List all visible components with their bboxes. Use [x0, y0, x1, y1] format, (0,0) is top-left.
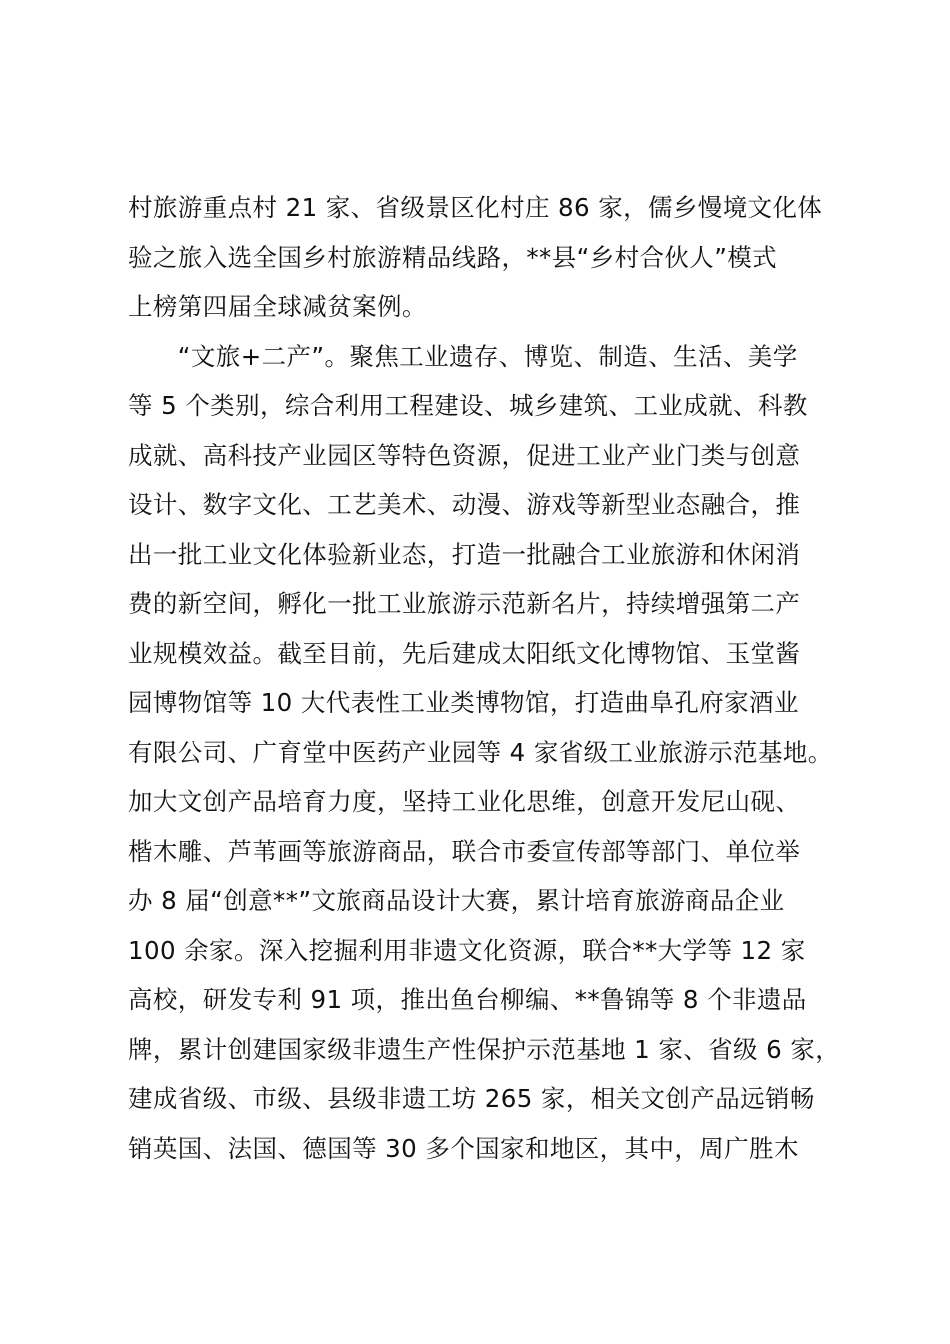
body-text — [128, 183, 841, 1173]
text-line: 100 余家。深入挖掘利用非遗文化资源，联合**大学等 12 家 — [128, 935, 806, 965]
text-line: 办 8 届“创意**”文旅商品设计大赛，累计培育旅游商品企业 — [128, 886, 785, 915]
text-line: 设计、数字文化、工艺美术、动漫、游戏等新型业态融合，推 — [128, 490, 801, 519]
text-line: 等 5 个类别，综合利用工程建设、城乡建筑、工业成就、科教 — [128, 391, 808, 420]
text-line: 上榜第四届全球减贫案例。 — [128, 292, 427, 321]
text-line: 验之旅入选全国乡村旅游精品线路，**县“乡村合伙人”模式 — [128, 242, 778, 272]
text-line: 费的新空间，孵化一批工业旅游示范新名片，持续增强第二产 — [128, 589, 801, 618]
text-line: 加大文创产品培育力度，坚持工业化思维，创意开发尼山砚、 — [128, 787, 801, 816]
text-line: 建成省级、市级、县级非遗工坊 265 家，相关文创产品远销畅 — [128, 1084, 815, 1113]
text-line: 高校，研发专利 91 项，推出鱼台柳编、**鲁锦等 8 个非遗品 — [128, 985, 807, 1014]
text-line: 楷木雕、芦苇画等旅游商品，联合市委宣传部等部门、单位举 — [128, 836, 801, 866]
text-line: 销英国、法国、德国等 30 多个国家和地区，其中，周广胜木 — [128, 1133, 799, 1163]
text-line: 村旅游重点村 21 家、省级景区化村庄 86 家，儒乡慢境文化体 — [128, 193, 823, 222]
text-line: 业规模效益。截至目前，先后建成太阳纸文化博物馆、玉堂酱 — [128, 638, 801, 668]
text-line: 牌，累计创建国家级非遗生产性保护示范基地 1 家、省级 6 家， — [128, 1034, 841, 1064]
paragraph-heading-line: “文旅+二产”。聚焦工业遗存、博览、制造、生活、美学 — [128, 341, 798, 371]
text-line: 成就、高科技产业园区等特色资源，促进工业产业门类与创意 — [128, 440, 801, 470]
text-line: 园博物馆等 10 大代表性工业类博物馆，打造曲阜孔府家酒业 — [128, 688, 799, 717]
text-line: 出一批工业文化体验新业态，打造一批融合工业旅游和休闲消 — [128, 539, 801, 569]
text-line: 有限公司、广育堂中医药产业园等 4 家省级工业旅游示范基地。 — [128, 737, 833, 767]
